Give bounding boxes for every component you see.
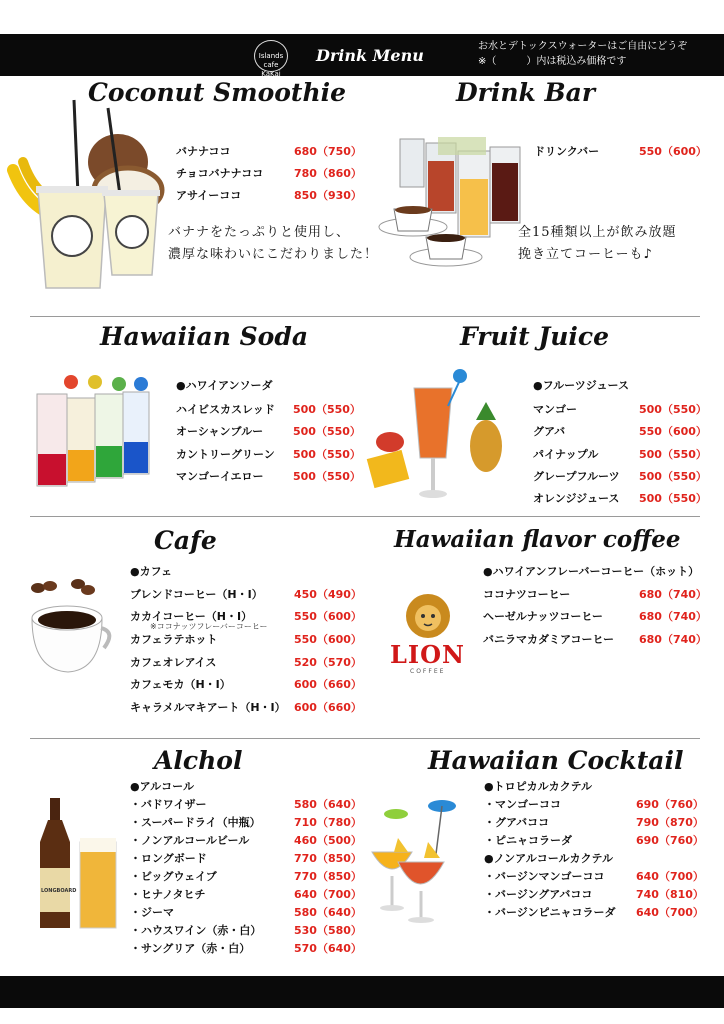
menu-item-name: グアバ (533, 425, 566, 438)
menu-item-price: 790（870） (636, 816, 704, 829)
menu-item-name: マンゴー (533, 403, 577, 416)
menu-item-name: バナナココ (176, 145, 231, 158)
menu-item-price: 770（850） (294, 870, 362, 883)
menu-item-name: ココナツコーヒー (483, 588, 571, 601)
logo-text: Islands cafe KaKai (258, 52, 284, 78)
beer-illustration (36, 798, 120, 932)
menu-item-price: 500（550） (639, 403, 707, 416)
menu-item-name: ・ヒナノタヒチ (130, 888, 206, 901)
menu-item-price: 500（550） (639, 492, 707, 505)
menu-item-price: 680（740） (639, 633, 707, 646)
menu-item-name: カフェオレアイス (130, 656, 217, 669)
coconut-description-1: バナナをたっぷりと使用し、 (168, 225, 351, 240)
section-title-cafe: Cafe (154, 526, 217, 555)
lion-brand-subtext: COFFEE (410, 668, 446, 675)
footer-bar (0, 976, 724, 1008)
menu-item-name: ・ハウスワイン（赤・白） (130, 924, 262, 937)
menu-item-price: 450（490） (294, 588, 362, 601)
section-title-flavor-coffee: Hawaiian flavor coffee (394, 526, 681, 553)
menu-item-name: ・ピニャコラーダ (484, 834, 572, 847)
section-divider (30, 516, 700, 517)
menu-item-name: ・スーパードライ（中瓶） (130, 816, 261, 829)
menu-item-name: カフェラテホット (130, 633, 218, 646)
menu-item-price: 680（740） (639, 610, 707, 623)
section-divider (30, 738, 700, 739)
menu-item-price: 600（660） (294, 701, 362, 714)
header-note-water: お水とデトックスウォーターはご自由にどうぞ (478, 41, 688, 52)
menu-item-price: 690（760） (636, 834, 704, 847)
menu-item-name: オーシャンブルー (176, 425, 264, 438)
drinkbar-description-2: 挽き立てコーヒーも♪ (518, 247, 653, 262)
menu-item-name: カントリーグリーン (176, 448, 275, 461)
menu-item-price: 550（600） (639, 425, 707, 438)
juice-illustration (368, 366, 518, 506)
menu-item-price: 580（640） (294, 798, 362, 811)
menu-item-name: ・ジーマ (130, 906, 174, 919)
menu-item-price: 460（500） (294, 834, 362, 847)
menu-item-name: パイナップル (533, 448, 599, 461)
menu-item-price: 530（580） (294, 924, 362, 937)
cafe-subnote: ※ココナッツフレーバーコーヒー (150, 622, 268, 631)
section-title-soda: Hawaiian Soda (100, 322, 309, 351)
menu-item-name: オレンジジュース (533, 492, 620, 505)
menu-item-price: 580（640） (294, 906, 362, 919)
menu-item-price: 690（760） (636, 798, 704, 811)
menu-item-price: 550（600） (639, 145, 707, 158)
menu-item-name: ・サングリア（赤・白） (130, 942, 251, 955)
menu-item-price: 500（550） (293, 470, 361, 483)
cocktail-heading-tropical: ●トロピカルカクテル (484, 780, 593, 793)
menu-item-price: 680（750） (294, 145, 362, 158)
menu-item-price: 640（700） (636, 870, 704, 883)
cocktail-illustration (358, 796, 478, 926)
coffee-cup-illustration (28, 578, 112, 678)
menu-item-name: カカイコーヒー（H・I） (130, 610, 253, 623)
soda-illustration (33, 372, 158, 492)
section-title-cocktail: Hawaiian Cocktail (428, 746, 684, 775)
menu-item-name: ・ノンアルコールビール (130, 834, 250, 847)
menu-item-price: 550（600） (294, 633, 362, 646)
menu-item-price: 740（810） (636, 888, 704, 901)
menu-item-name: カフェモカ（H・I） (130, 678, 231, 691)
menu-item-name: マンゴーイエロー (176, 470, 264, 483)
section-divider (30, 316, 700, 317)
menu-item-price: 780（860） (294, 167, 362, 180)
menu-item-price: 770（850） (294, 852, 362, 865)
menu-item-price: 500（550） (639, 470, 707, 483)
menu-item-name: ブレンドコーヒー（H・I） (130, 588, 263, 601)
coconut-description-2: 濃厚な味わいにこだわりました！ (168, 247, 379, 262)
menu-item-price: 500（550） (293, 448, 361, 461)
menu-item-name: ヘーゼルナッツコーヒー (483, 610, 603, 623)
section-title-juice: Fruit Juice (460, 322, 610, 351)
cocktail-heading-nonalcohol: ●ノンアルコールカクテル (484, 852, 613, 865)
lion-brand-text: LION (390, 640, 465, 669)
smoothie-illustration (8, 100, 173, 295)
menu-item-name: キャラメルマキアート（H・I） (130, 701, 286, 714)
menu-item-name: グレープフルーツ (533, 470, 620, 483)
juice-heading: ●フルーツジュース (533, 379, 629, 392)
menu-item-name: ・バージングアバココ (484, 888, 593, 901)
menu-item-price: 550（600） (294, 610, 362, 623)
menu-item-price: 710（780） (294, 816, 362, 829)
cafe-logo (254, 40, 288, 78)
section-title-drinkbar: Drink Bar (456, 78, 596, 107)
menu-item-price: 500（550） (639, 448, 707, 461)
cafe-heading: ●カフェ (130, 565, 173, 578)
menu-item-name: ハイビスカスレッド (176, 403, 275, 416)
menu-item-price: 850（930） (294, 189, 362, 202)
section-title-coconut: Coconut Smoothie (88, 78, 347, 107)
menu-item-name: ・バージンピニャコラーダ (484, 906, 616, 919)
lion-coffee-logo-illustration (398, 592, 458, 642)
menu-item-name: ・バドワイザー (130, 798, 207, 811)
menu-item-price: 500（550） (293, 403, 361, 416)
menu-item-name: アサイーココ (176, 189, 242, 202)
menu-item-name: バニラマカダミアコーヒー (483, 633, 615, 646)
menu-item-price: 640（700） (294, 888, 362, 901)
alcohol-heading: ●アルコール (130, 780, 194, 793)
menu-item-name: ・バージンマンゴーココ (484, 870, 605, 883)
menu-item-name: ・マンゴーココ (484, 798, 561, 811)
page-title: Drink Menu (316, 46, 424, 65)
menu-item-name: ・ビッグウェイブ (130, 870, 217, 883)
menu-item-name: ・ロングボード (130, 852, 207, 865)
header-note-tax: ※（ ）内は税込み価格です (478, 56, 627, 67)
menu-item-price: 640（700） (636, 906, 704, 919)
beer-label-text: LONGBOARD (41, 888, 77, 894)
menu-item-name: ・グアバココ (484, 816, 550, 829)
menu-item-price: 600（660） (294, 678, 362, 691)
section-title-alcohol: Alchol (154, 746, 243, 775)
menu-item-name: チョコバナナココ (176, 167, 264, 180)
menu-item-price: 500（550） (293, 425, 361, 438)
menu-item-price: 570（640） (294, 942, 362, 955)
drinkbar-illustration (378, 133, 528, 273)
drinkbar-description-1: 全15種類以上が飲み放題 (518, 225, 677, 240)
menu-item-name: ドリンクバー (534, 145, 600, 158)
menu-item-price: 680（740） (639, 588, 707, 601)
menu-item-price: 520（570） (294, 656, 362, 669)
soda-heading: ●ハワイアンソーダ (176, 379, 273, 392)
flavor-heading: ●ハワイアンフレーバーコーヒー（ホット） (483, 565, 700, 578)
